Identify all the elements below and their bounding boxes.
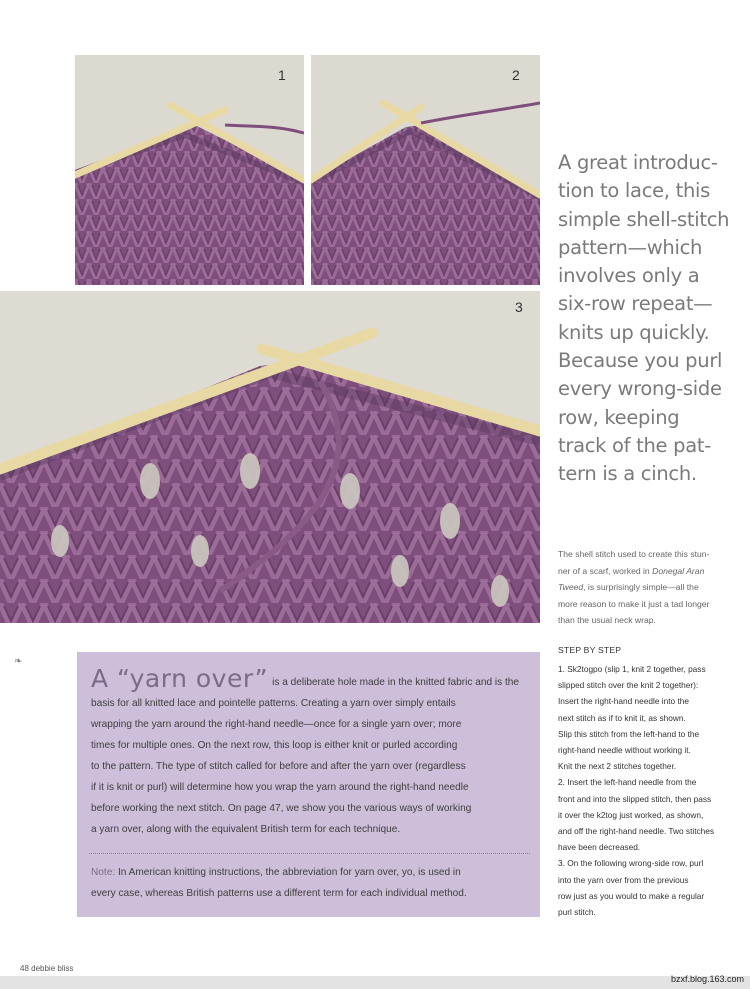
step-line: front and into the slipped stitch, then pass xyxy=(558,793,712,804)
step-line: slipped stitch over the knit 2 together): xyxy=(558,680,699,691)
intro-line: Because you purl xyxy=(558,349,723,373)
intro-line: track of the pat- xyxy=(558,433,711,457)
box-line: if it is knit or purl) will determine how you wrap the yarn around the right-hand needle xyxy=(91,782,469,793)
intro-line: tern is a cinch. xyxy=(558,462,697,486)
photo-step-1 xyxy=(75,55,304,285)
intro-line: pattern—which xyxy=(558,235,703,259)
step-line: and off the right-hand needle. Two stitches xyxy=(558,826,715,837)
flourish-icon: ❧ xyxy=(14,656,23,667)
box-line: basis for all knitted lace and pointelle patterns. Creating a yarn over simply entails xyxy=(91,698,456,709)
box-note xyxy=(91,862,531,904)
box-line: times for multiple ones. On the next row, this loop is either knit or purled according xyxy=(91,740,458,751)
step-line: row just as you would to make a regular xyxy=(558,890,705,901)
step-line: into the yarn over from the previous xyxy=(558,874,689,885)
photo-step-2 xyxy=(311,55,540,285)
knitting-photo-3 xyxy=(0,291,540,623)
step-line: 3. On the following wrong-side row, purl xyxy=(558,858,704,869)
knitting-photo-2 xyxy=(311,55,540,285)
box-title: A “yarn over” xyxy=(91,664,269,693)
intro-line: tion to lace, this xyxy=(558,179,710,203)
watermark: bzxf.blog.163.com xyxy=(670,974,744,984)
yarn-over-box xyxy=(77,652,540,917)
step-line: purl stitch. xyxy=(558,907,596,918)
caption-line: than the usual neck wrap. xyxy=(558,615,656,625)
caption-line: more reason to make it just a tad longer xyxy=(558,598,710,609)
note-label: Note: xyxy=(91,867,116,878)
step-line: 2. Insert the left-hand needle from the xyxy=(558,777,697,788)
yarn-over-text xyxy=(91,664,531,840)
box-line: a yarn over, along with the equivalent British term for each technique. xyxy=(91,824,401,835)
caption-line: The shell stitch used to create this stun- xyxy=(558,549,710,559)
step-line: right-hand needle without working it. xyxy=(558,745,691,756)
intro-line: row, keeping xyxy=(558,405,680,429)
page-folio: 48 debbie bliss xyxy=(20,964,74,973)
box-line: A “yarn over” is a deliberate hole made in the knitted fabric and is the xyxy=(91,664,519,693)
note-line: Note: In American knitting instructions, the abbreviation for yarn over, yo, is used in xyxy=(91,867,461,878)
intro-line: A great introduc- xyxy=(558,151,718,174)
photo-number-3: 3 xyxy=(515,299,523,315)
step-line: it over the k2tog just worked, as shown, xyxy=(558,809,704,820)
caption-line: Tweed, is surprisingly simple—all the xyxy=(558,582,699,592)
note-line: every case, whereas British patterns use a different term for each individual method. xyxy=(91,888,467,899)
photo-number-1: 1 xyxy=(278,67,286,83)
intro-line: six-row repeat— xyxy=(558,292,713,316)
step-line: have been decreased. xyxy=(558,842,641,853)
box-line: before working the next stitch. On page 47, we show you the various ways of working xyxy=(91,803,472,814)
box-line: wrapping the yarn around the right-hand needle—once for a single yarn over; more xyxy=(91,719,462,730)
steps-heading: STEP BY STEP xyxy=(558,645,622,655)
step-line: next stitch as if to knit it, as shown. xyxy=(558,712,686,723)
box-divider xyxy=(89,853,530,854)
step-line: Insert the right-hand needle into the xyxy=(558,696,689,707)
caption-line: ner of a scarf, worked in Donegal Aran xyxy=(558,565,705,576)
intro-line: simple shell-stitch xyxy=(558,207,730,231)
intro-line: knits up quickly. xyxy=(558,320,710,344)
step-line: Slip this stitch from the left-hand to the xyxy=(558,728,700,739)
knitting-photo-1 xyxy=(75,55,304,285)
intro-line: involves only a xyxy=(558,264,700,288)
step-line: Knit the next 2 stitches together. xyxy=(558,761,677,772)
yarn-name: Donegal Aran xyxy=(652,565,705,576)
box-line: to the pattern. The type of stitch called for before and after the yarn over (regardless xyxy=(91,761,466,772)
bottom-bar xyxy=(0,976,750,989)
photo-step-3 xyxy=(0,291,540,623)
photo-caption xyxy=(558,546,743,629)
steps-list xyxy=(558,661,748,920)
photo-number-2: 2 xyxy=(512,67,520,83)
step-line: 1. Sk2togpo (slip 1, knit 2 together, pass xyxy=(558,664,706,674)
intro-line: every wrong-side xyxy=(558,377,722,401)
intro-text xyxy=(558,149,748,489)
